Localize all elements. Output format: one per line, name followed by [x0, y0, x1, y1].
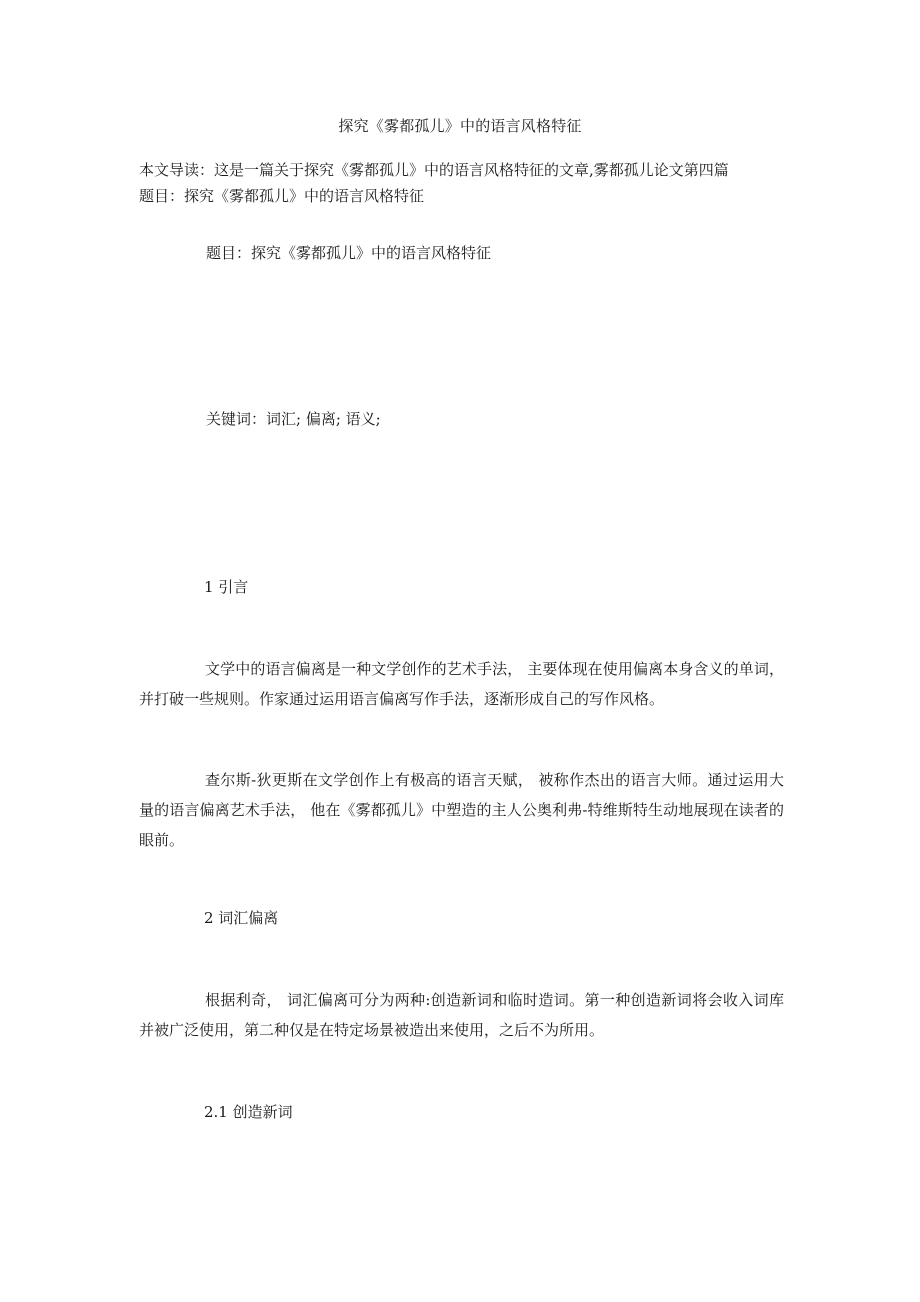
section-heading-lexical-deviation: 2 词汇偏离	[204, 909, 279, 927]
intro-subject: 题目：探究《雾都孤儿》中的语言风格特征	[139, 187, 425, 205]
section-heading-neologism: 2.1 创造新词	[204, 1103, 293, 1121]
subject-line: 题目：探究《雾都孤儿》中的语言风格特征	[206, 244, 492, 262]
keywords-line: 关键词：词汇; 偏离; 语义;	[206, 410, 381, 428]
paragraph-language-deviation: 文学中的语言偏离是一种文学创作的艺术手法， 主要体现在使用偏离本身含义的单词，并打破一些规则。作家通过运用语言偏离写作手法，逐渐形成自己的写作风格。	[139, 660, 784, 708]
section-heading-introduction: 1 引言	[204, 578, 249, 596]
intro-guide: 本文导读：这是一篇关于探究《雾都孤儿》中的语言风格特征的文章,雾都孤儿论文第四篇	[139, 161, 729, 179]
paragraph-dickens: 查尔斯-狄更斯在文学创作上有极高的语言天赋， 被称作杰出的语言大师。通过运用大量的语言偏离艺术手法， 他在《雾都孤儿》中塑造的主人公奥利弗-特维斯特生动地展现在读者的眼前。	[139, 771, 784, 849]
paragraph-leech: 根据利奇， 词汇偏离可分为两种:创造新词和临时造词。第一种创造新词将会收入词库并被广泛使用，第二种仅是在特定场景被造出来使用，之后不为所用。	[139, 991, 784, 1039]
document-title: 探究《雾都孤儿》中的语言风格特征	[338, 117, 582, 135]
